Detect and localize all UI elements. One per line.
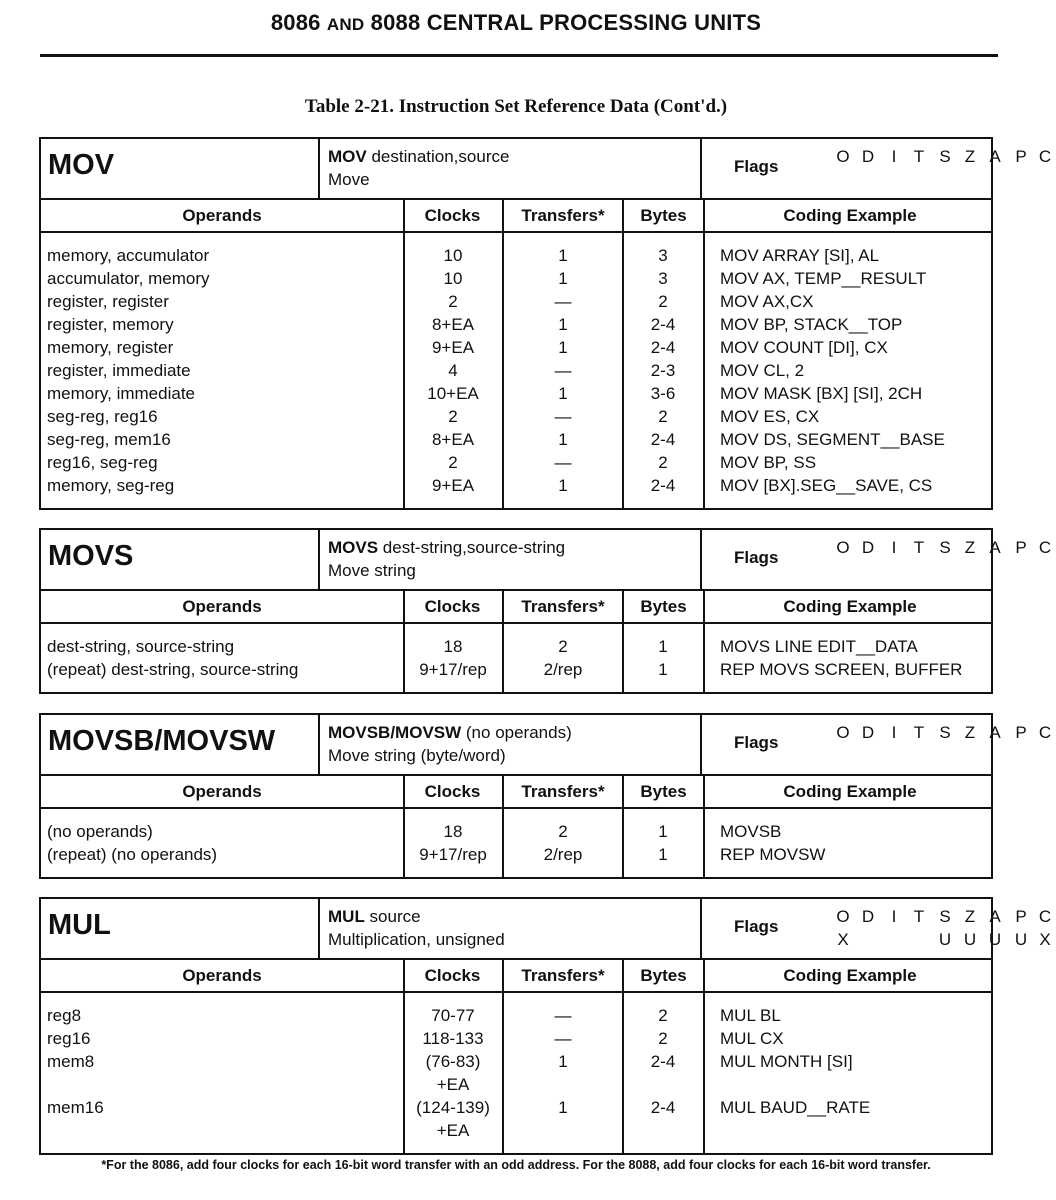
- syntax-args: dest-string,source-string: [378, 538, 566, 557]
- operand-cell: accumulator, memory: [47, 269, 210, 288]
- clocks-cell: 18: [443, 822, 463, 841]
- column-divider: [703, 200, 705, 231]
- header-part-2: 8088 CENTRAL PROCESSING UNITS: [370, 10, 762, 35]
- clocks-cell: 10: [443, 246, 463, 265]
- flag-name-d: D: [861, 538, 875, 557]
- syntax-keyword: MOV: [328, 147, 367, 166]
- instruction-mnemonic: MOVSB/MOVSW: [48, 725, 276, 757]
- flag-name-i: I: [891, 147, 897, 166]
- column-divider: [403, 591, 405, 622]
- instruction-mnemonic: MOVS: [48, 540, 134, 572]
- transfers-cell: —: [554, 407, 572, 426]
- bytes-cell: 2-4: [650, 338, 676, 357]
- flag-name-a: A: [989, 147, 1001, 166]
- instruction-syntax: [318, 715, 702, 774]
- table-title: Table 2-21. Instruction Set Reference Data (Cont'd.): [304, 96, 728, 117]
- flag-name-s: S: [939, 723, 951, 742]
- bytes-header: Bytes: [640, 782, 687, 801]
- transfers-cell: 1: [558, 269, 568, 288]
- column-divider: [622, 200, 624, 231]
- instruction-title-row: [41, 530, 1052, 591]
- instruction-description: Move string: [328, 561, 416, 580]
- coding-example-cell: MOV COUNT [DI], CX: [720, 338, 888, 357]
- transfers-header: Transfers*: [521, 597, 605, 616]
- coding-example-cell: REP MOVS SCREEN, BUFFER: [720, 660, 963, 679]
- column-divider: [622, 624, 624, 692]
- column-divider: [703, 809, 705, 877]
- flags-label: Flags: [734, 917, 779, 936]
- clocks-cell: 9+17/rep: [419, 845, 487, 864]
- column-divider: [703, 624, 705, 692]
- transfers-cell: 1: [558, 1052, 568, 1071]
- bytes-header: Bytes: [640, 597, 687, 616]
- bytes-cell: 2: [658, 453, 668, 472]
- clocks-header: Clocks: [424, 597, 481, 616]
- instruction-description: Move: [328, 170, 370, 189]
- operands-header: Operands: [182, 966, 262, 985]
- transfers-header: Transfers*: [521, 782, 605, 801]
- bytes-cell: 2-4: [650, 476, 676, 495]
- transfers-cell: —: [554, 292, 572, 311]
- bytes-cell: 1: [658, 660, 668, 679]
- flag-name-z: Z: [964, 147, 976, 166]
- instruction-table-movsb-movsw: [39, 713, 1052, 879]
- bytes-cell: 2-4: [650, 1098, 676, 1117]
- clocks-cell: 9+EA: [431, 338, 475, 357]
- coding-example-header: Coding Example: [783, 782, 917, 801]
- coding-example-cell: REP MOVSW: [720, 845, 826, 864]
- column-header-row: [41, 960, 991, 993]
- flag-name-o: O: [836, 907, 850, 926]
- column-divider: [703, 993, 705, 1153]
- operand-cell: (repeat) dest-string, source-string: [47, 660, 299, 679]
- coding-example-cell: MOV BP, SS: [720, 453, 817, 472]
- coding-example-cell: MOV AX,CX: [720, 292, 814, 311]
- flag-name-s: S: [939, 907, 951, 926]
- column-divider: [502, 776, 504, 807]
- flag-name-i: I: [891, 538, 897, 557]
- operand-cell: memory, accumulator: [47, 246, 210, 265]
- flags-area: [734, 715, 1052, 774]
- coding-example-cell: MOV AX, TEMP__RESULT: [720, 269, 927, 288]
- bytes-cell: 2: [658, 1029, 668, 1048]
- flags-area: [734, 139, 1052, 198]
- syntax-keyword: MOVS: [328, 538, 379, 557]
- operands-header: Operands: [182, 597, 262, 616]
- clocks-cell: 8+EA: [431, 430, 475, 449]
- operands-header: Operands: [182, 782, 262, 801]
- clocks-cell: +EA: [436, 1075, 470, 1094]
- flag-name-o: O: [836, 723, 850, 742]
- operand-cell: seg-reg, reg16: [47, 407, 158, 426]
- clocks-cell: 70-77: [431, 1006, 475, 1025]
- transfers-cell: 2/rep: [543, 845, 583, 864]
- flag-name-p: P: [1015, 723, 1027, 742]
- operand-cell: (no operands): [47, 822, 153, 841]
- instruction-syntax: [318, 899, 702, 958]
- instruction-title-row: [41, 715, 1052, 776]
- syntax-keyword: MUL: [328, 907, 365, 926]
- coding-example-cell: MOV [BX].SEG__SAVE, CS: [720, 476, 933, 495]
- flag-name-s: S: [939, 147, 951, 166]
- coding-example-cell: MOV CL, 2: [720, 361, 805, 380]
- coding-example-cell: MOV ES, CX: [720, 407, 820, 426]
- clocks-header: Clocks: [424, 782, 481, 801]
- flag-name-z: Z: [964, 907, 976, 926]
- instruction-table-movs: [39, 528, 1052, 694]
- column-divider: [622, 809, 624, 877]
- operand-cell: reg16: [47, 1029, 91, 1048]
- column-header-row: [41, 776, 991, 809]
- instruction-body: [41, 624, 991, 692]
- flag-name-c: C: [1038, 723, 1052, 742]
- clocks-cell: 18: [443, 637, 463, 656]
- coding-example-cell: MOV MASK [BX] [SI], 2CH: [720, 384, 923, 403]
- bytes-cell: 1: [658, 822, 668, 841]
- flag-name-a: A: [989, 907, 1001, 926]
- footnote: *For the 8086, add four clocks for each 16-bit word transfer with an odd address. For the 8088, add four clocks for each 16-bit word transfer.: [101, 1158, 931, 1172]
- flag-name-z: Z: [964, 723, 976, 742]
- column-divider: [622, 960, 624, 991]
- instruction-description: Move string (byte/word): [328, 746, 506, 765]
- flag-name-z: Z: [964, 538, 976, 557]
- transfers-cell: 1: [558, 384, 568, 403]
- flag-name-p: P: [1015, 907, 1027, 926]
- operand-cell: mem8: [47, 1052, 95, 1071]
- coding-example-header: Coding Example: [783, 966, 917, 985]
- coding-example-cell: MOV DS, SEGMENT__BASE: [720, 430, 945, 449]
- flag-name-d: D: [861, 907, 875, 926]
- transfers-cell: 1: [558, 430, 568, 449]
- bytes-cell: 2-4: [650, 430, 676, 449]
- flags-area: [734, 530, 1052, 589]
- clocks-cell: (76-83): [425, 1052, 481, 1071]
- column-divider: [703, 591, 705, 622]
- bytes-cell: 2-4: [650, 1052, 676, 1071]
- instruction-body: [41, 809, 991, 877]
- flags-label: Flags: [734, 548, 779, 567]
- transfers-cell: —: [554, 453, 572, 472]
- instruction-syntax: [318, 530, 702, 589]
- flag-name-c: C: [1038, 907, 1052, 926]
- bytes-header: Bytes: [640, 206, 687, 225]
- flag-name-c: C: [1038, 147, 1052, 166]
- column-divider: [502, 960, 504, 991]
- transfers-header: Transfers*: [521, 966, 605, 985]
- coding-example-cell: MOVS LINE EDIT__DATA: [720, 637, 918, 656]
- flags-label: Flags: [734, 733, 779, 752]
- syntax-args: (no operands): [461, 723, 572, 742]
- transfers-cell: —: [554, 361, 572, 380]
- column-divider: [703, 960, 705, 991]
- operand-cell: register, memory: [47, 315, 174, 334]
- flag-name-d: D: [861, 147, 875, 166]
- flag-value-p: U: [1014, 930, 1028, 949]
- flag-name-o: O: [836, 538, 850, 557]
- bytes-cell: 2-3: [650, 361, 676, 380]
- flag-name-c: C: [1038, 538, 1052, 557]
- page-header: [0, 10, 1032, 36]
- bytes-cell: 1: [658, 637, 668, 656]
- operands-header: Operands: [182, 206, 262, 225]
- operand-cell: (repeat) (no operands): [47, 845, 218, 864]
- operand-cell: memory, immediate: [47, 384, 195, 403]
- column-header-row: [41, 200, 991, 233]
- clocks-cell: (124-139): [416, 1098, 490, 1117]
- transfers-cell: 2: [558, 637, 568, 656]
- column-divider: [502, 200, 504, 231]
- clocks-cell: 118-133: [422, 1029, 484, 1048]
- flag-name-t: T: [913, 723, 925, 742]
- column-divider: [622, 591, 624, 622]
- clocks-cell: 10+EA: [427, 384, 479, 403]
- instruction-mnemonic: MUL: [48, 909, 111, 941]
- flags-area: [734, 899, 1052, 958]
- flag-name-t: T: [913, 538, 925, 557]
- flag-name-o: O: [836, 147, 850, 166]
- syntax-line: [328, 536, 700, 559]
- clocks-header: Clocks: [424, 966, 481, 985]
- column-divider: [622, 993, 624, 1153]
- instruction-mnemonic: MOV: [48, 149, 115, 181]
- flag-name-i: I: [891, 723, 897, 742]
- clocks-cell: 2: [448, 453, 458, 472]
- bytes-cell: 2: [658, 292, 668, 311]
- flag-value-o: X: [837, 930, 849, 949]
- operand-cell: memory, seg-reg: [47, 476, 175, 495]
- operand-cell: reg16, seg-reg: [47, 453, 158, 472]
- transfers-cell: 1: [558, 476, 568, 495]
- column-divider: [622, 776, 624, 807]
- bytes-header: Bytes: [640, 966, 687, 985]
- column-divider: [403, 200, 405, 231]
- flag-name-t: T: [913, 907, 925, 926]
- flag-name-s: S: [939, 538, 951, 557]
- column-divider: [403, 776, 405, 807]
- coding-example-cell: MOV BP, STACK__TOP: [720, 315, 903, 334]
- column-divider: [502, 591, 504, 622]
- syntax-line: [328, 145, 700, 168]
- transfers-cell: 1: [558, 315, 568, 334]
- column-divider: [703, 776, 705, 807]
- coding-example-cell: MUL BAUD__RATE: [720, 1098, 871, 1117]
- coding-example-header: Coding Example: [783, 597, 917, 616]
- column-divider: [703, 233, 705, 508]
- clocks-cell: 2: [448, 407, 458, 426]
- transfers-cell: 1: [558, 338, 568, 357]
- clocks-header: Clocks: [424, 206, 481, 225]
- coding-example-cell: MOV ARRAY [SI], AL: [720, 246, 880, 265]
- instruction-title-row: [41, 899, 1052, 960]
- flag-value-s: U: [938, 930, 952, 949]
- header-and: AND: [326, 15, 365, 34]
- coding-example-header: Coding Example: [783, 206, 917, 225]
- bytes-cell: 3: [658, 269, 668, 288]
- clocks-cell: 2: [448, 292, 458, 311]
- coding-example-cell: MUL BL: [720, 1006, 781, 1025]
- clocks-cell: +EA: [436, 1121, 470, 1140]
- flag-value-c: X: [1039, 930, 1051, 949]
- flag-value-a: U: [988, 930, 1002, 949]
- flag-name-a: A: [989, 538, 1001, 557]
- flag-name-p: P: [1015, 147, 1027, 166]
- column-divider: [622, 233, 624, 508]
- syntax-keyword: MOVSB/MOVSW: [328, 723, 462, 742]
- flag-value-z: U: [963, 930, 977, 949]
- clocks-cell: 4: [448, 361, 458, 380]
- header-part-1: 8086: [270, 10, 321, 35]
- instruction-table-mov: [39, 137, 1052, 510]
- operand-cell: register, immediate: [47, 361, 191, 380]
- transfers-cell: 2: [558, 822, 568, 841]
- operand-cell: reg8: [47, 1006, 82, 1025]
- transfers-cell: 1: [558, 1098, 568, 1117]
- syntax-line: [328, 905, 700, 928]
- column-divider: [403, 960, 405, 991]
- syntax-line: [328, 721, 700, 744]
- operand-cell: register, register: [47, 292, 169, 311]
- transfers-header: Transfers*: [521, 206, 605, 225]
- instruction-syntax: [318, 139, 702, 198]
- bytes-cell: 2: [658, 407, 668, 426]
- transfers-cell: 2/rep: [543, 660, 583, 679]
- instruction-title-row: [41, 139, 1052, 200]
- clocks-cell: 8+EA: [431, 315, 475, 334]
- flag-name-d: D: [861, 723, 875, 742]
- operand-cell: dest-string, source-string: [47, 637, 235, 656]
- flag-name-a: A: [989, 723, 1001, 742]
- instruction-body: [41, 993, 991, 1153]
- operand-cell: mem16: [47, 1098, 104, 1117]
- instruction-body: [41, 233, 991, 508]
- transfers-cell: —: [554, 1006, 572, 1025]
- operand-cell: seg-reg, mem16: [47, 430, 171, 449]
- header-rule: [40, 54, 998, 57]
- flag-name-p: P: [1015, 538, 1027, 557]
- instruction-description: Multiplication, unsigned: [328, 930, 505, 949]
- transfers-cell: —: [554, 1029, 572, 1048]
- clocks-cell: 10: [443, 269, 463, 288]
- coding-example-cell: MOVSB: [720, 822, 782, 841]
- bytes-cell: 2-4: [650, 315, 676, 334]
- bytes-cell: 2: [658, 1006, 668, 1025]
- bytes-cell: 3: [658, 246, 668, 265]
- transfers-cell: 1: [558, 246, 568, 265]
- bytes-cell: 3-6: [650, 384, 676, 403]
- coding-example-cell: MUL CX: [720, 1029, 784, 1048]
- operand-cell: memory, register: [47, 338, 174, 357]
- instruction-table-mul: [39, 897, 1052, 1155]
- coding-example-cell: MUL MONTH [SI]: [720, 1052, 853, 1071]
- bytes-cell: 1: [658, 845, 668, 864]
- column-header-row: [41, 591, 991, 624]
- flags-label: Flags: [734, 157, 779, 176]
- flag-name-t: T: [913, 147, 925, 166]
- clocks-cell: 9+EA: [431, 476, 475, 495]
- clocks-cell: 9+17/rep: [419, 660, 487, 679]
- syntax-args: source: [364, 907, 421, 926]
- flag-name-i: I: [891, 907, 897, 926]
- syntax-args: destination,source: [366, 147, 510, 166]
